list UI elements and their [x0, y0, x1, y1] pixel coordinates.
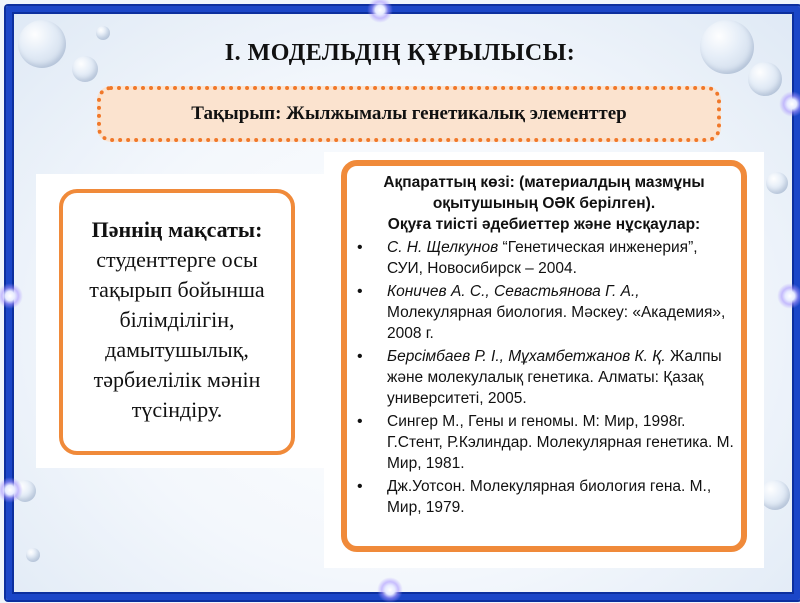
references-source: Ақпараттың көзі: (материалдың мазмұны оқытушының ОӘК берілген).	[383, 174, 705, 212]
list-item	[353, 346, 735, 409]
bubble-decoration	[766, 172, 788, 194]
references-box	[341, 160, 747, 552]
goal-text: студенттерге осы тақырып бойынша білімділігін, дамытушылық, тәрбиелілік мәнін түсіндіру.	[89, 247, 265, 422]
slide-title: I. МОДЕЛЬДІҢ ҚҰРЫЛЫСЫ:	[224, 40, 576, 66]
bubble-decoration	[760, 480, 790, 510]
topic-banner	[97, 86, 721, 142]
reference-text: Дж.Уотсон. Молекулярная биология гена. М., Мир, 1979.	[387, 478, 712, 516]
bubble-decoration	[96, 26, 110, 40]
list-item	[353, 411, 735, 474]
bubble-decoration	[748, 62, 782, 96]
sparkle-decoration	[377, 577, 403, 603]
goal-box	[59, 189, 295, 455]
reference-text: Жалпы және молекулалық генетика. Алматы: Қазақ университеті, 2005.	[387, 348, 722, 407]
reference-author: С. Н. Щелкунов	[387, 239, 499, 256]
list-item	[353, 476, 735, 518]
reference-author: Коничев А. С., Севастьянова Г. А.,	[387, 283, 640, 300]
references-list	[353, 237, 735, 518]
reference-text: Молекулярная биология. Мәскеу: «Академия», 2008 г.	[387, 304, 726, 342]
list-item	[353, 237, 735, 279]
sparkle-decoration	[777, 283, 800, 309]
goal-heading: Пәннің мақсаты:	[91, 217, 263, 242]
reference-text: “Генетическая инженерия”, СУИ, Новосибирск – 2004.	[387, 239, 698, 277]
topic-text: Тақырып: Жылжымалы генетикалық элементтер	[191, 103, 627, 124]
reference-author: Берсімбаев Р. І., Мұхамбетжанов К. Қ.	[387, 348, 666, 365]
references-heading: Оқуға тиісті әдебиеттер және нұсқаулар:	[387, 216, 701, 233]
bubble-decoration	[26, 548, 40, 562]
reference-text: Сингер М., Гены и геномы. М: Мир, 1998г. Г.Стент, Р.Кэлиндар. Молекулярная генетика. М. Мир, 1981.	[387, 413, 734, 472]
sparkle-decoration	[779, 91, 800, 117]
list-item	[353, 281, 735, 344]
